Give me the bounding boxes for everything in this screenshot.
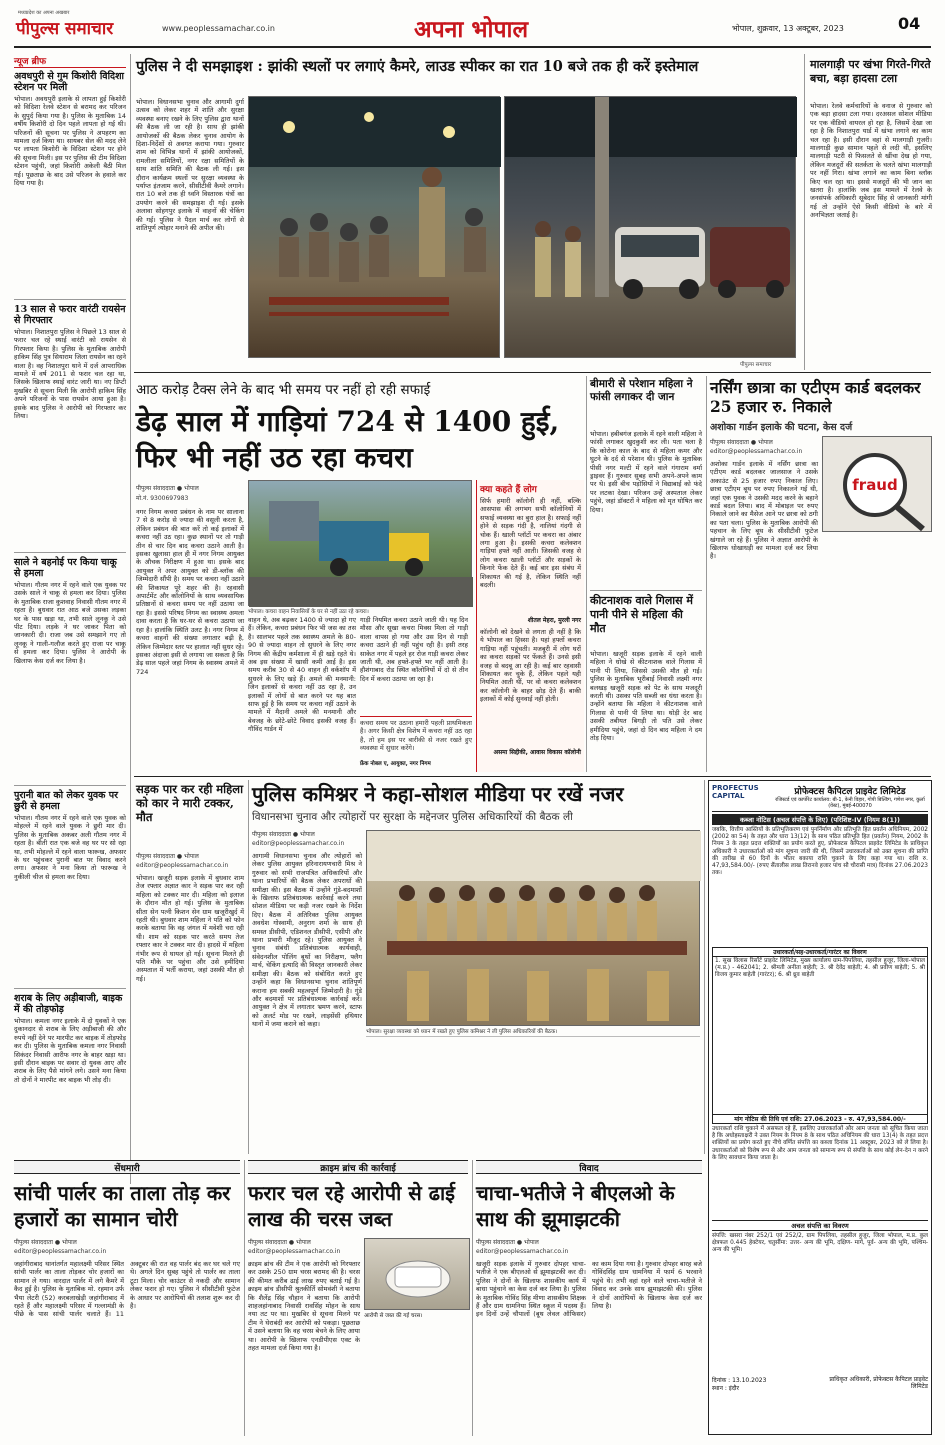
brief-body: भोपाल। गौतम नगर में रहने वाले एक युवक को मोहल्ले में रहने वाले युवक ने छुरी मार दी। पुलिस के मुताबिक अकबर अली गौतम नगर में रहता है। बीती रात एक बजे वह घर पर सो रहा था, तभी मोहल्ले में रहने वाला फारूख, अफसर के घर पहुंचकर पुरानी बात पर विवाद करने लगा। अफसर ने मना किया तो फारूख ने नुकीली चीज से हमला कर दिया। — [14, 814, 129, 881]
top-story-photo-meeting — [248, 96, 500, 358]
brief-item — [14, 790, 129, 984]
dateline: भोपाल, शुक्रवार, 13 अक्टूबर, 2023 — [732, 24, 844, 33]
section-label-burglary: सेंधमारी — [14, 1160, 240, 1174]
masthead-rule — [14, 46, 931, 48]
brief-body: भोपाल। निशातपुरा पुलिस ने पिछले 13 साल से फरार चल रहे स्थाई वारंटी को रायसेन से गिरफ्तार किया है। पुलिस के मुताबिक आरोपी हाकिम सिंह पुत्र सियाराम जिला रायसेन का रहने वाला है। वह निशातपुरा थाने में दर्ज आपराधिक मामले में वर्ष 2011 से फरार चल रहा था, जिसके खिलाफ स्थाई वारंट जारी था। नए डिप्टी मुखबिर से सूचना मिली कि आरोपी हाकिम सिंह अपने परिजनों के पास रायसेन आया हुआ है। इसके बाद पुलिस ने आरोपी को गिरफ्तार कर लिया। — [14, 328, 129, 421]
section-label-dispute: विवाद — [476, 1160, 702, 1174]
commissioner-photo-caption: भोपाल। सुरक्षा व्यवस्था को ध्यान में रखते हुए पुलिस कमिश्नर ने ली पुलिस अधिकारियों की बैठक। — [366, 1029, 558, 1035]
fraud-image — [822, 436, 932, 532]
brief-body: भोपाल। गौतम नगर में रहने वाले एक युवक पर उसके साले ने चाकू से हमला कर दिया। पुलिस के मुताबिक राजा कुशवाह निवासी गौतम नगर में रहता है। बुधवार रात आठ बजे उसका लड़का घर के पास खड़ा था, तभी साले लूनकू ने उसे पीट दिया। लड़के ने घर जाकर पिता को जानकारी दी। राजा जब उसे समझाने गए तो लूनकू ने गाली-गलौज करते हुए राजा पर चाकू से हमला कर दिया। पुलिस ने आरोपी के खिलाफ केस दर्ज कर लिया है। — [14, 581, 129, 665]
section-title: अपना भोपाल — [414, 16, 529, 43]
brief-item — [14, 71, 129, 295]
notice-body: जबकि, वित्तीय आस्तियों के प्रतिभूतिकरण एवं पुनर्निर्माण और प्रतिभूति हित प्रवर्तन अधिनियम, 2002 (2002 का 54) के तहत और धारा 13(12) के साथ पठित प्रतिभूति हित (प्रवर्तन) नियम, 2002 के नियम 3 के तहत प्रदत्त शक्तियों का प्रयोग करते हुए, प्रोफेक्टस कैपिटल प्राइवेट लिमिटेड के प्राधिकृत अधिकारी ने उधारकर्ताओं को मांग सूचना जारी की थी, जिसमें उधारकर्ताओं को उक्त सूचना की प्राप्ति की तारीख से 60 दिनों के भीतर बकाया राशि चुकाने के लिए कहा गया था। राशि रु. 47,93,584.00/- (रुपए सैंतालीस लाख तिरानवे हजार पांच सौ चौरासी मात्र) दिनांक 27.06.2023 तक। — [712, 827, 930, 877]
commissioner-meeting-photo — [366, 830, 700, 1026]
garbage-col2: वाहन थे, अब बढ़कर 1400 से ज्यादा हो गए हैं। लेकिन, कचरा प्रबंधन फिर भी जस का तस है। सालभर पहले तक स्वास्थ्य अमले के 80-90 से ज्यादा वाहन तो सुधरने के लिए नगर निगम की केंद्रीय कर्मशाला में ही खड़े रहते थे। अब इस संख्या में खासी कमी आई है। इस समय करीब 30 से 40 वाहन ही वर्कशॉप में सुधरने के लिए खड़े हैं। अमले की मनमानी: जिन इलाकों से कचरा नहीं उठ रहा है, उन इलाकों में लोगों से बात करने पर यह बात साफ हुई है कि समय पर कचरा नहीं उठाने के मामले में मैदानी अमले की मनमानी और बेवजह के छोटे-छोटे विवाद इसकी वजह हैं। गौविंद गार्डन में — [248, 616, 359, 734]
notice-parties: 1. सुख विलास रिसॉर्ट प्राइवेट लिमिटेड, मुख्य कार्यालय ग्राम-पिपलिया, तहसील हुजूर, जिला-भोपाल (म.प्र.) - 462041; 2. श्रीमती अनीता बाहेती; 3. श्री देवेंद्र बाहेती; 4. श्री प्रवीण बाहेती; 5. श्री विजय कुमार बाहेती (गारंटर); 6. श्री ध्रुव बाहेती — [712, 957, 928, 1115]
police-meeting-illustration — [367, 831, 701, 1027]
commissioner-byline: पीपुल्स संवाददाता ● भोपाल — [252, 831, 315, 838]
top-story-photo-checking — [504, 96, 796, 358]
brief-body: भोपाल। अवधपुरी इलाके से लापता हुई किशोरी को विदिशा रेलवे स्टेशन से बरामद कर परिजन के सुपुर्द किया गया है। पुलिस के मुताबिक 14 वर्षीय किशोरी दो दिन पहले लापता हो गई थी। परिजनों की सूचना पर पुलिस ने अपहरण का मामला दर्ज किया था। सायबर सेल की मदद लेने पर लापता किशोरी के विदिशा स्टेशन पर होने की सूचना मिली। इस पर पुलिस की टीम विदिशा स्टेशन पहुंची, जहां किशोरी अकेली बैठी मिल गई। पूछताछ के बाद उसे परिजन के हवाले कर दिया गया है। — [14, 95, 129, 188]
car-byline: पीपुल्स संवाददाता ● भोपाल — [136, 853, 199, 860]
garbage-kicker: आठ करोड़ टैक्स लेने के बाद भी समय पर नहीं हो रही सफाई — [136, 382, 431, 398]
brief-label: न्यूज ब्रीफ — [14, 54, 126, 68]
car-accident-headline: सड़क पार कर रही महिला को कार ने मारी टक्कर, मौत — [136, 782, 244, 824]
pesticide-body: भोपाल। खजूरी सड़क इलाके में रहने वाली महिला ने धोखे से कीटनाशक वाले गिलास में पानी पी लिया, जिससे उसकी मौत हो गई। पुलिस के मुताबिक भूरीबाई निवासी लक्ष्मी नगर बलखड़ खजूरी सड़क को पेट के साथ मजदूरी करती थी। उसका पति सब्जी का धंधा करता है। उन्होंने बताया कि महिला ने कीटनाशक वाले गिलास से पानी पी लिया था। थोड़ी देर बाद उसकी तबीयत बिगड़ी तो पति उसे लेकर हमीदिया पहुंचे, जहां दो दिन बाद महिला ने दम तोड़ दिया। — [590, 650, 705, 743]
car-email: editor@peoplessamachar.co.in — [136, 862, 229, 869]
quote-1-by: शीतल मेहरा, मुरली नगर — [527, 617, 581, 624]
garbage-headline: डेढ़ साल में गाड़ियां 724 से 1400 हुई, फिर भी नहीं उठ रहा कचरा — [136, 405, 560, 474]
masthead — [14, 10, 931, 44]
notice-property-label: अचल संपत्ति का विवरण — [712, 1220, 928, 1231]
goods-train-body: भोपाल। रेलवे कर्मचारियों के वनाज से गुरुवार को एक बड़ा हादसा टला गया। दरअसल सोशल मीडिया पर एक वीडियो वायरल हो रहा है, जिसमें देखा जा रहा है कि निशातपुरा यार्ड में खंभा लगाने का काम चल रहा है। इसी दौरान वहां से मालगाड़ी गुजरी। मालगाड़ी कुछ सामान पहले से लदी थी, इसलिए मालगाड़ी पटरी से फिसलते से खींचा देख हो गया, लेकिन मजदूरों की सतर्कता के चलते खंभा मालगाड़ी पर नहीं गिरा। खंभा लगाने का काम बिना व्लॉक किए चल रहा था। इससे मजदूरों की भी जान का खतरा है। हालांकि जब इस मामले में रेलवे के जनसंपर्क अधिकारी सूबेदार सिंह से जानकारी मांगी गई तो उन्होंने ऐसे किसी वीडियो के बारे में अनभिज्ञता जताई है। — [810, 102, 935, 220]
quote-1: सिर्फ हमारी कॉलोनी ही नहीं, बल्कि आसपास की लगभग सभी कॉलोनियों में सफाई व्यवस्था का बुरा हाल है। सफाई नहीं होने से सड़क गंदी है, नालियां गंदगी से चोक हैं। खाली प्लॉटों पर कचरा का अंबार लगा हुआ है। इसकी कचरा कलेक्शन गाड़ियां हफ्ते नहीं आती। जिसकी वजह से लोग कचरा खाली प्लॉटों और सड़कों के किनारे फेंक देते हैं। कई बार इस संबंध में शिकायत की गई है, लेकिन स्थिति नहीं बदली। — [480, 497, 584, 590]
commissioner-headline: पुलिस कमिश्नर ने कहा-सोशल मीडिया पर रखें नजर — [252, 782, 624, 806]
notice-company: प्रोफेक्टस कैपिटल प्राइवेट लिमिटेड — [794, 787, 906, 797]
site-url: www.peoplessamachar.co.in — [162, 24, 275, 33]
blo-email: editor@peoplessamachar.co.in — [476, 1248, 569, 1255]
brief-body: भोपाल। कमला नगर इलाके में दो युवकों ने एक दुकानदार से शराब के लिए अड़ीबाजी की और रुपये नहीं देने पर मारपीट कर बाइक में तोड़फोड़ कर दी। पुलिस के मुताबिक कमला नगर निवासी सिकंदर निवासी आरीफ नगर के बाहर खड़ा था। इसी दौरान बाइक पर सवार दो युवक आए और शराब के लिए पैसे मांगने लगे। उसने मना किया तो दोनों ने मारपीट कर बाइक भी तोड़ दी। — [14, 1017, 129, 1084]
brief-title: 13 साल से फरार वारंटी रायसेन से गिरफ्तार — [14, 304, 126, 326]
charas-byline: पीपुल्स संवाददाता ● भोपाल — [248, 1239, 311, 1246]
top-story-body: भोपाल। विधानसभा चुनाव और आगामी दुर्गा उत्सव को लेकर शहर में शांति और सुरक्षा व्यवस्था बनाए रखने के लिए पुलिस द्वारा थानों की बैठक ली जा रही है। साथ ही झांकी आयोजकों की बैठक लेकर चुनाव आयोग के दिशा-निर्देशों से अवगत कराया गया। गुरुवार शाम को विभिन्न थानों में झांकी आयोजकों, रामलीला समितियों, नगर रक्षा समितियों के साथ शांति समिति की बैठक ली गई। इस दौरान कार्यक्रम स्थलों पर सुरक्षा व्यवस्था के पर्याप्त इंतजाम करने, सीसीटीवी कैमरे लगाने। रात 10 बजे तक ही ध्वनि विस्तारक यंत्रों का उपयोग करने की समझाइश दी गई। इसके अलावा सोहगपुर इलाके में वाहनों की चेकिंग की गई। पुलिस ने पैदल मार्च कर लोगों से शांतिपूर्ण त्योहार मनाने की अपील की। — [136, 98, 247, 233]
pesticide-headline: कीटनाशक वाले गिलास में पानी पीने से महिला की मौत — [590, 594, 693, 635]
notice-parties-label: उधारकर्ता/सह-उधारकर्ता/गारंटर का विवरण — [712, 947, 928, 957]
nursing-subtitle: अशोका गार्डन इलाके की घटना, केस दर्ज — [710, 422, 853, 433]
possession-notice — [708, 780, 932, 1435]
meeting-photo-illustration — [249, 97, 501, 359]
blo-headline: चाचा-भतीजे ने बीएलओ के साथ की झूमाझटकी — [476, 1181, 675, 1231]
brand-tagline: मध्यप्रदेश का अपना अखबार — [18, 10, 70, 16]
charas-email: editor@peoplessamachar.co.in — [248, 1248, 341, 1255]
commissioner-body: आगामी विधानसभा चुनाव और त्योहारों को लेकर पुलिस आयुक्त हरिनारायणचारी मिश्र ने गुरुवार को सभी राजपत्रित अधिकारियों और थाना प्रभारियों की बैठक लेकर अपराधों की समीक्षा की। इस बैठक में उन्होंने गुंडे-बदमाशों के खिलाफ प्रतिबंधात्मक कार्रवाई करने तथा सोशल मीडिया पर कड़ी नजर रखने के निर्देश दिए। बैठक में अतिरिक्त पुलिस आयुक्त अवधेश गोस्वामी, अनुराग शर्मा के साथ ही समस्त डीसीपी, एडिशनल डीसीपी, एसीपी और थाना प्रभारी मौजूद रहे। पुलिस आयुक्त ने चुनाव संबंधी प्रतिबंधात्मक कार्यवाही, संवेदनशील पोलिंग बूथों का निरीक्षण, फ्लैग मार्च, चेकिंग इत्यादि की विस्तृत जानकारी लेकर समीक्षा की। बैठक को संबोधित करते हुए उन्होंने कहा कि विधानसभा चुनाव शांतिपूर्ण कराना हम सबकी महत्वपूर्ण जिम्मेदारी है। गुंडे और बदमाशों पर प्रतिबंधात्मक कार्रवाई करें। आयुक्त ने क्षेत्र में लगातार भ्रमण करने, स्टाफ को अलर्ट मोड पर रखने, लाइसेंसी हथियार थानों में जमा कराने को कहा। — [252, 852, 365, 1029]
quote-2: कॉलोनी को देखने से लगता ही नहीं है कि ये भोपाल का हिस्सा है। यहां हफ्तों कचरा गाड़िया नहीं पहुंचती। मजबूरी में लोग घरों का कचरा सड़कों पर फेंकते हैं। उनसे इसी वजह से बदबू आ रही है। कई बार रहवासी शिकायत कर चुके हैं, लेकिन पहले यही नियमित आती थीं, पर वो कचरा कलेक्शन कर कॉलोनी के बाहर छोड़ देते हैं। बाकी इलाकों में कोई सुनवाई नहीं होती। — [480, 628, 584, 704]
notice-place: स्थान : इंदौर — [712, 1385, 739, 1392]
garbage-byline: पीपुल्स संवाददाता ● भोपाल — [136, 485, 199, 492]
parlour-email: editor@peoplessamachar.co.in — [14, 1248, 107, 1255]
fraud-label: fraud — [852, 476, 898, 494]
notice-demand: मांग नोटिस की तिथि एवं राशि: 27.06.2023 - रु. 47,93,584.00/- — [712, 1115, 928, 1124]
charas-headline: फरार चल रहे आरोपी से ढाई लाख की चरस जब्त — [248, 1181, 455, 1231]
blo-byline: पीपुल्स संवाददाता ● भोपाल — [476, 1239, 539, 1246]
official-quote-by: फ्रेंक नोबल ए, आयुक्त, नगर निगम — [360, 761, 431, 767]
commissioner-subtitle: विधानसभा चुनाव और त्योहारों पर सुरक्षा के मद्देनजर पुलिस अधिकारियों की बैठक ली — [252, 811, 573, 823]
brief-title: पुरानी बात को लेकर युवक पर छुरी से हमला — [14, 790, 119, 812]
nursing-byline: पीपुल्स संवाददाता ● भोपाल — [710, 439, 773, 446]
brief-title: अवधपुरी से गुम किशोरी विदिशा स्टेशन पर मिली — [14, 71, 124, 93]
garbage-col3: गाड़ी नियमित कचरा उठाने जाती थी। यह दिन मौसा और सूखा कचरा मिक्स मिला तो गाड़ी वाला वापस हो गया और उस दिन से गाड़ी कचरा उठाने ही नहीं पहुंच रही है। इसी तरह साकेत नगर में पहले हर रोज गाड़ी कचरा लेकर जाती थी, अब हफ्ते-हफ्ते भर नहीं आती है। हौशंगाबाद रोड स्थित कॉलोनियों में दो से तीन दिन में कचरा उठाया जा रहा है। — [360, 616, 471, 683]
commissioner-body-continued — [366, 1036, 700, 1154]
notice-possession: उधारकर्ता राशि चुकाने में असफल रहे हैं, इसलिए उधारकर्ताओं और आम जनता को सूचित किया जाता है कि अधोहस्ताक्षरी ने उक्त नियम के नियम 8 के साथ पठित अधिनियम की धारा 13(4) के तहत प्रदत्त शक्तियों का प्रयोग करते हुए नीचे वर्णित संपत्ति का कब्जा दिनांक 11 अक्टूबर, 2023 को ले लिया है। उधारकर्ताओं को विशेष रूप से और आम जनता को सामान्य रूप से संपत्ति के साथ कोई लेन-देन न करने के लिए सावधान किया जाता है। — [712, 1126, 930, 1161]
fraud-magnifier-illustration — [823, 437, 933, 533]
brand-logo: पीपुल्स समाचार — [16, 19, 114, 39]
top-story-headline: पुलिस ने दी समझाइश : झांकी स्थलों पर लगाएं कैमरे, लाउड स्पीकर का रात 10 बजे तक ही करें इस्तेमाल — [136, 58, 699, 75]
goods-train-headline: मालगाड़ी पर खंभा गिरते-गिरते बचा, बड़ा हादसा टला — [810, 58, 931, 85]
photo-credit: पीपुल्स समाचार — [740, 362, 772, 368]
notice-date: दिनांक : 13.10.2023 — [712, 1377, 767, 1384]
garbage-mobile: मो.नं. 9300697983 — [136, 495, 189, 502]
notice-signatory: प्राधिकृत अधिकारी, प्रोफेक्टस कैपिटल प्राइवेट लिमिटेड — [829, 1376, 928, 1390]
parlour-headline: सांची पार्लर का ताला तोड़ कर हजारों का सामान चोरी — [14, 1181, 231, 1231]
illness-body: भोपाल। हबीबगंज इलाके में रहने वाली महिला ने फांसी लगाकर खुदकुशी कर ली। पता चला है कि कोरोना काल के बाद से महिला कमर और घुटने के दर्द से परेशान थी। पुलिस के मुताबिक पीसी नगर मल्टी में रहने वाले गंगाराम वर्मा ड्राइवर हैं। गुरुवार सुबह सभी अपने-अपने काम पर थे। इसी बीच पड़ोसियों ने विद्याबाई को फंदे पर लटका देखा। परिजन उन्हें अस्पताल लेकर पहुंचे, जहां डॉक्टरों ने महिला को मृत घोषित कर दिया। — [590, 430, 705, 514]
people-quotes-label: क्या कहते हैं लोग — [480, 485, 537, 495]
brief-item — [14, 557, 129, 781]
parlour-body-col1: जहांगीराबाद थानांतर्गत महालक्ष्मी परिसर स्थित सांची पार्लर का ताला तोड़कर चोर हजारों का सामान ले गया। वारदात पार्लर में लगे कैमरे में कैद हुई है। पुलिस के मुताबिक मो. रहमान उर्फ भैया लेटरी (52) करबलाखेड़ी जहांगीराबाद में रहते हैं और महालक्ष्मी परिसर में गल्लामंडी के पीछे के पास सांची पार्लर चलाते हैं। 11 अक्टूबर की रात वह पार्लर बंद कर घर चले गए थे। अगले दिन सुबह पहुंचे तो पार्लर का ताला टूटा मिला। चोर काउंटर से नकदी और सामान लेकर फरार हो गए। पुलिस ने सीसीटीवी फुटेज के आधार पर आरोपियों की तलाश शुरू कर दी है। — [14, 1260, 243, 1319]
charas-photo-caption: आरोपी से जब्त की गई चरस। — [364, 1313, 423, 1319]
page-number: 04 — [898, 14, 921, 33]
brief-title: साले ने बहनोई पर किया चाकू से हमला — [14, 557, 117, 579]
official-quote-text: कचरा समय पर उठाना हमारी पहली प्राथमिकता है। अगर किसी क्षेत्र विशेष में कचरा नहीं उठ रहा है, तो हम इस पर बारीकी से नजर रखते हुए व्यवस्था में सुधार करेंगे। — [360, 719, 475, 753]
commissioner-email: editor@peoplessamachar.co.in — [252, 840, 345, 847]
brief-item — [14, 304, 129, 548]
notice-address: रजिस्टर्ड एवं कार्पोरेट कार्यालय: बी-1, केनी विहार, गोपी बिल्डिंग, गणेश नगर, कुर्ला (वेस्ट), मुंबई-400070 — [775, 797, 925, 809]
parlour-byline: पीपुल्स संवाददाता ● भोपाल — [14, 1239, 77, 1246]
profectus-logo: PROFECTUS CAPITAL — [712, 784, 759, 800]
quote-2-by: असमा सिद्दीकी, आवास विकास कॉलोनी — [493, 749, 581, 756]
garbage-official-quote — [360, 716, 475, 772]
vehicle-checking-illustration — [505, 97, 797, 359]
notice-title: कब्जा नोटिस (अचल संपत्ति के लिए) (परिशिष्ट-IV (नियम 8(1)) — [712, 814, 928, 825]
nursing-body: अशोका गार्डन इलाके में नर्सिंग छात्रा का एटीएम कार्ड बदलकर जालसाज ने उसके अकाउंट से 25 हजार रुपए निकाल लिए। छात्रा एटीएम बूथ पर रुपए निकालने गई थी, जहां एक युवक ने उसकी मदद करने के बहाने कार्ड बदल लिया। बाद में मोबाइल पर रुपए निकाले जाने का मैसेज आने पर छात्रा को ठगी का पता चला। पुलिस के मुताबिक आरोपी की पहचान के लिए बूथ के सीसीटीवी फुटेज खंगाले जा रहे हैं। पुलिस ने अज्ञात आरोपी के खिलाफ धोखाधड़ी का मामला दर्ज कर लिया है। — [710, 460, 821, 561]
section-label-crime-branch: क्राइम ब्रांच की कार्रवाई — [248, 1160, 468, 1174]
brief-title: शराब के लिए अड़ीबाजी, बाइक में की तोड़फोड़ — [14, 993, 123, 1015]
garbage-col1: नगर निगम कचरा प्रबंधन के नाम पर सालाना 7 से 8 करोड़ से ज्यादा की वसूली करता है, लेकिन प्रबंधन की बात करें तो कई इलाकों में कचरा नहीं उठ रहा। कुछ स्थानों पर तो गाड़ी तीन से चार दिन बाद कचरा उठाने आती है। इसका खुलासा हाल ही में नगर निगम आयुक्त के औचक निरीक्षण में हुआ था। इसके बाद आयुक्त ने अपर आयुक्त को डी-ब्लॉक की जिम्मेदारी सौंपी है। समय पर कचरा नहीं उठाने की शिकायत पूरे शहर की है। रहवासी अपार्टमेंट और कॉलोनियों के साथ व्यवसायिक प्रतिष्ठानों से कचरा समय पर नहीं उठाया जा रहा है। इससे परिषद निगम का स्वास्थ्य अमला दावा करता है कि घर-घर से कचरा उठाया जा रहा है। हालांकि स्थिति उलट है। नगर निगम में कचरा वाहनों की संख्या लगातार बढ़ी है, लेकिन जिम्मेदार स्तर पर हालात नहीं सुधर रहे। इसका अंदाजा इसी से लगाया जा सकता है कि डेढ़ साल पहले जहां निगम के स्वास्थ्य अमले में 724 — [136, 508, 247, 676]
seized-packet-illustration — [365, 1239, 471, 1311]
charas-body: क्राइम ब्रांच की टीम ने एक आरोपी को गिरफ्तार कर उसके 250 ग्राम चरस बरामद की है। चरस की कीमत करीब ढाई लाख रुपए बताई गई है। क्राइम ब्रांच डीसीपी श्रुतकीर्ति सोमवंशी ने बताया कि शैलेंद्र सिंह चौहान ने बताया कि आरोपी शाहजहांनाबाद निवासी रावसिंह मोहन के साथ नया तट पर था। मुखबिर से सूचना मिलने पर टीम ने घेराबंदी कर आरोपी को पकड़ा। पूछताछ में उसने बताया कि वह चरस बेचने के लिए आया था। आरोपी के खिलाफ एनडीपीएस एक्ट के तहत मामला दर्ज किया गया है। — [248, 1260, 363, 1353]
nursing-email: editor@peoplessamachar.co.in — [710, 448, 803, 455]
people-quotes-box — [476, 480, 584, 772]
garbage-truck-photo — [248, 480, 472, 606]
illness-headline: बीमारी से परेशान महिला ने फांसी लगाकर दी जान — [590, 378, 693, 403]
garbage-truck-illustration — [249, 481, 473, 607]
garbage-photo-caption: भोपाल। कचरा वाहन निवासियों के घर से नहीं उठा रहे कचरा। — [248, 609, 369, 615]
blo-body: खजूरी सड़क इलाके में गुरुवार दोपहर चाचा-भतीजे ने एक बीएलओ से झूमाझटकी कर दी। पुलिस ने दोनों के खिलाफ शासकीय कार्य में बाधा पहुंचाने का केस दर्ज कर लिया है। पुलिस के मुताबिक गोविंद सिंह मीणा शासकीय शिक्षक हैं और ग्राम धामनिया स्थित स्कूल में पदस्थ हैं। इन दिनों उन्हें चौपालों (बूथ लेवल ऑफिसर) का काम दिया गया है। गुरुवार दोपहर बारह बजे गोविंदसिंह ग्राम धामनिया में फार्म 6 भरवाने पहुंचे थे। तभी वहां रहने वाले चाचा-भतीजे ने विवाद कर उनके साथ झूमाझटकी की। पुलिस ने दोनों आरोपियों के खिलाफ केस दर्ज कर लिया है। — [476, 1260, 705, 1319]
charas-photo — [364, 1238, 470, 1310]
car-body: भोपाल। खजूरी सड़क इलाके में बुधवार शाम तेज रफ्तार अज्ञात कार ने सड़क पार कर रही महिला को टक्कर मार दी। महिला को इलाज के दौरान मौत हो गई। पुलिस के मुताबिक सीता सेन पत्नी किशन सेन ग्राम खजूरीखुर्द में रहती थी। बुधवार शाम महिला ने पति को फोन करके बताया कि वह जंगल में मवेशी चरा रही थी। शाम को सड़क पार करते समय तेज रफ्तार कार ने टक्कर मार दी। हादसे में महिला गंभीर रूप से घायल हो गई। सूचना मिलते ही पति मौके पर पहुंचा और उसे हमीदिया अस्पताल में भर्ती कराया, जहां उसकी मौत हो गई। — [136, 874, 247, 983]
nursing-headline: नर्सिंग छात्रा का एटीएम कार्ड बदलकर 25 हजार रु. निकाले — [710, 378, 921, 416]
notice-property: संपत्ति: खसरा नंबर 252/1 एवं 252/2, ग्राम पिपलिया, तहसील हुजूर, जिला भोपाल, म.प्र. कुल क्षेत्रफल 0.445 हेक्टेयर, चतुर्सीमा: उत्तर- अन्य की भूमि, दक्षिण- मार्ग, पूर्व- अन्य की भूमि, पश्चिम- अन्य की भूमि। — [712, 1233, 930, 1254]
